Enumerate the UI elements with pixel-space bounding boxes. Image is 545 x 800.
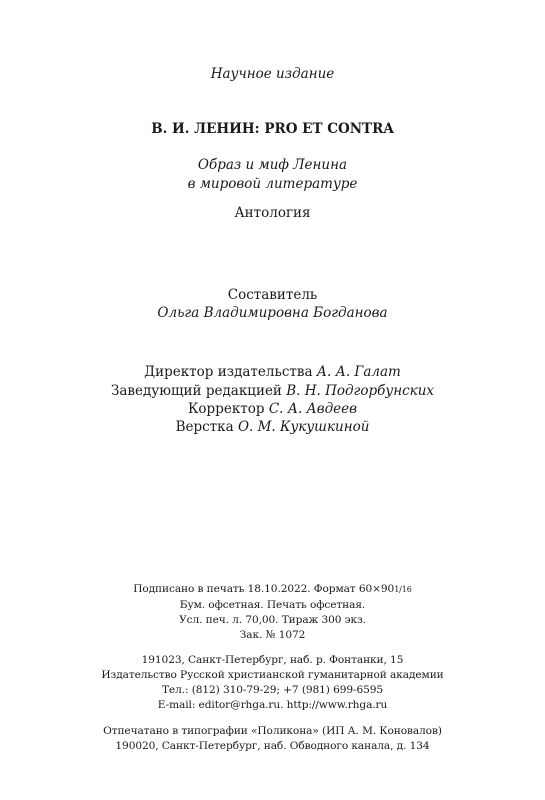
staff-director [0,364,545,380]
publisher-name: Издательство Русской христианской гуманитарной академии [101,669,444,681]
printer-line-2: 190020, Санкт-Петербург, наб. Обводного канала, д. 134 [115,740,430,752]
compiler-name: Ольга Владимировна Богданова [157,305,388,321]
edition-type: Научное издание [210,66,335,82]
print-volume: Усл. печ. л. 70,00. Тираж 300 экз. [179,614,366,626]
staff-name: О. М. Кукушкиной [237,419,370,435]
staff-layout [0,419,545,435]
staff-name: В. Н. Подгорбунских [286,383,435,399]
staff-role: Директор издательства [144,364,313,380]
print-signed [0,583,545,595]
publisher-contacts: E-mail: editor@rhga.ru. http://www.rhga.ru [157,699,388,711]
print-signed-text: Подписано в печать 18.10.2022. Формат 60×90 [133,583,395,595]
genre: Антология [234,205,311,221]
staff-proofreader [0,401,545,417]
staff-name: С. А. Авдеев [268,401,358,417]
printer-line-1: Отпечатано в типографии «Поликона» (ИП А. М. Коновалов) [103,725,442,737]
print-paper: Бум. офсетная. Печать офсетная. [179,599,366,611]
print-order: Зак. № 1072 [239,629,306,641]
publisher-address: 191023, Санкт-Петербург, наб. р. Фонтанки, 15 [141,654,404,666]
staff-role: Заведующий редакцией [110,383,282,399]
subtitle-line-2: в мировой литературе [187,176,358,192]
staff-managing-editor [0,383,545,399]
staff-role: Корректор [187,401,265,417]
format-fraction: 1/16 [394,585,412,594]
staff-role: Верстка [175,419,234,435]
book-title: В. И. ЛЕНИН: PRO ET CONTRA [151,121,394,137]
subtitle-line-1: Образ и миф Ленина [197,157,348,173]
staff-name: А. А. Галат [316,364,401,380]
publisher-phone: Тел.: (812) 310-79-29; +7 (981) 699-6595 [161,684,384,696]
compiler-label: Составитель [227,287,318,303]
